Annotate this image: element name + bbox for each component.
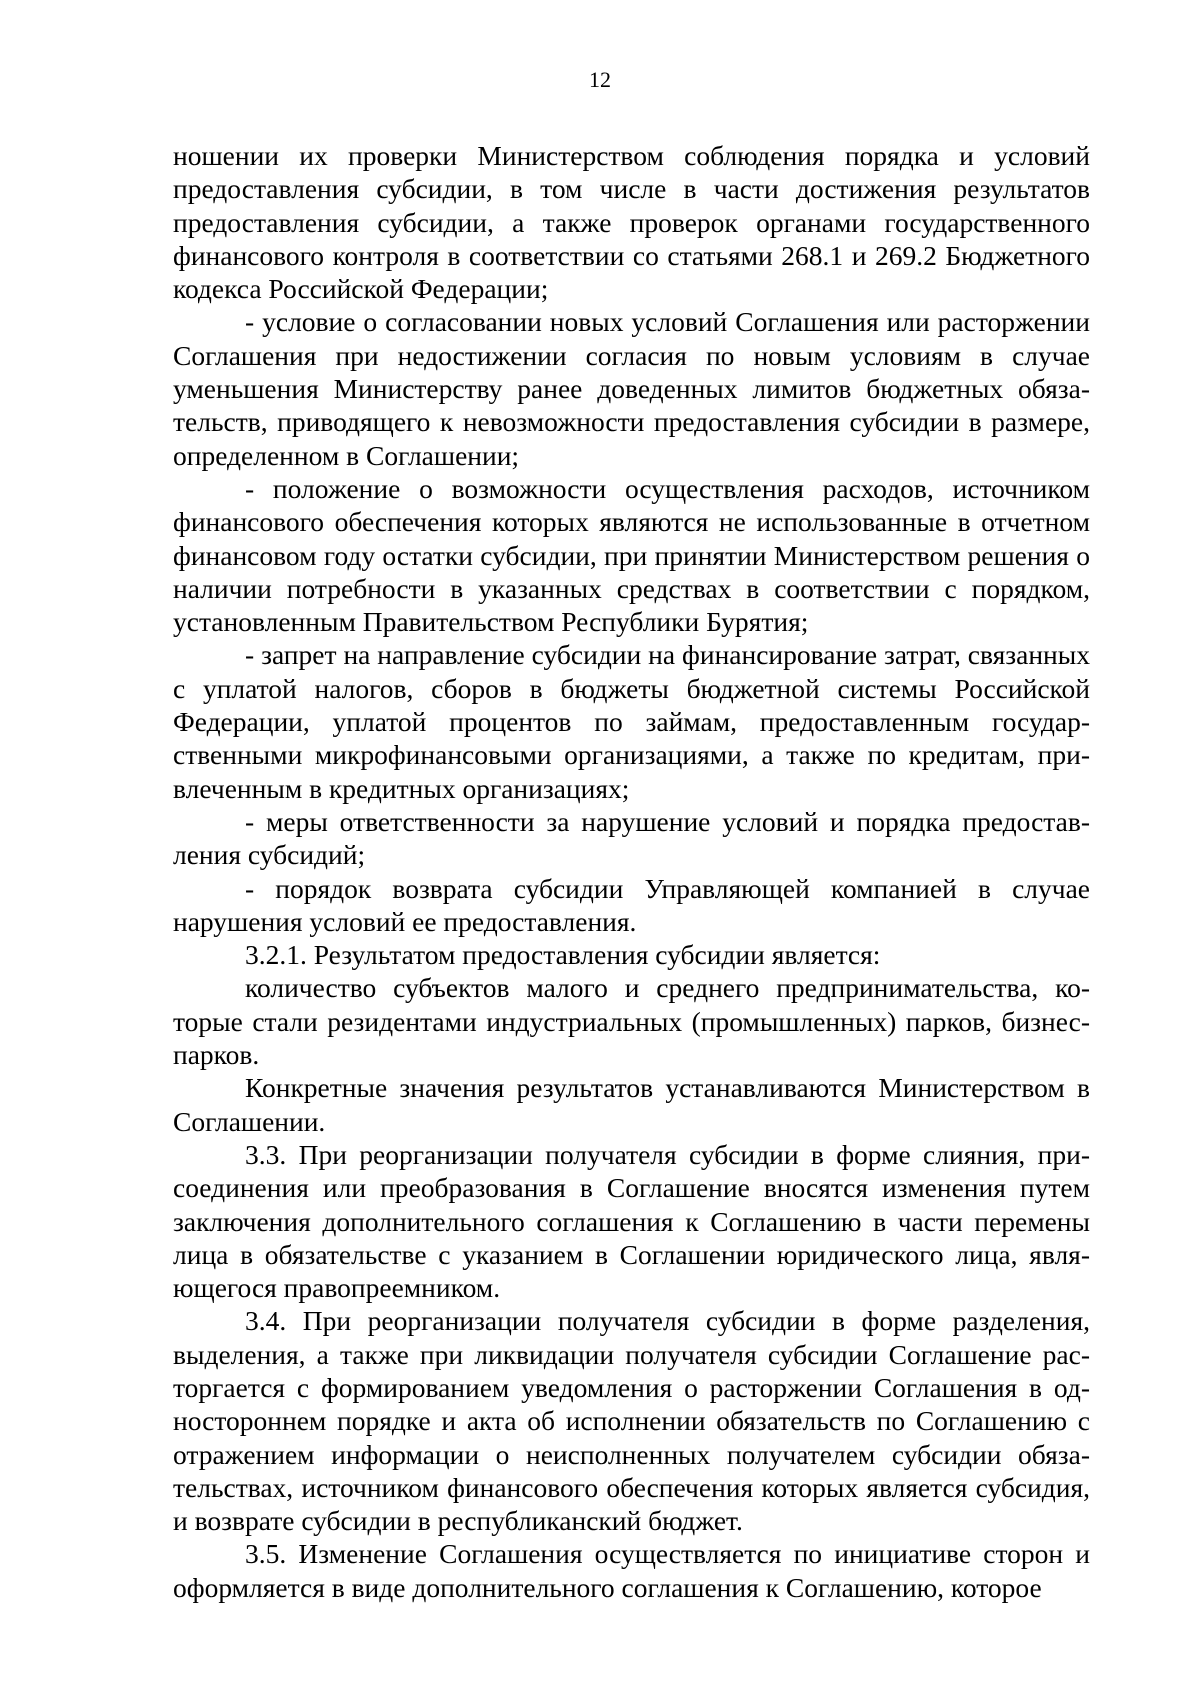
paragraph-section-3-5: 3.5. Изменение Соглашения осуществляется по инициативе сторон и оформляется в виде дополнительного соглашения к Соглашению, которое <box>173 1538 1090 1603</box>
page-number: 12 <box>589 67 611 92</box>
paragraph-refund-procedure: - порядок возврата субсидии Управляющей компанией в случае нарушения условий ее предоставления. <box>173 872 1090 937</box>
document-body <box>173 139 1090 1604</box>
paragraph-condition-agreement-change: - условие о согласовании новых условий Соглашения или расторжении Соглашения при недостижении согласия по новым условиям в случае уменьшения Министерству ранее доведенных лимитов бюджетных обязательств, приводящего к невозможности предоставления субсидии в размере, определенном в Соглашении; <box>173 306 1090 471</box>
paragraph-section-3-3: 3.3. При реорганизации получателя субсидии в форме слияния, присоединения или преобразования в Соглашение вносятся изменения путем заключения дополнительного соглашения к Соглашению в части перемены лица в обязательстве с указанием в Соглашении юридического лица, являющегося правопреемником. <box>173 1138 1090 1304</box>
paragraph-liability-measures: - меры ответственности за нарушение условий и порядка предоставления субсидий; <box>173 805 1090 871</box>
paragraph-section-3-4: 3.4. При реорганизации получателя субсидии в форме разделения, выделения, а также при ликвидации получателя субсидии Соглашение расторгается с формированием уведомления о расторжении Соглашения в одностороннем порядке и акта об исполнении обязательств по Соглашению с отражением информации о неисполненных получателем субсидии обязательствах, источником финансового обеспечения которых является субсидия, и возврате субсидии в республиканский бюджет. <box>173 1305 1090 1537</box>
paragraph-result-indicator: количество субъектов малого и среднего предпринимательства, которые стали резидентами индустриальных (промышленных) парков, бизнес-парков. <box>173 972 1090 1071</box>
paragraph-section-3-2-1: 3.2.1. Результатом предоставления субсидии является: <box>245 939 881 971</box>
paragraph-financing-ban: - запрет на направление субсидии на финансирование затрат, связанных с уплатой налогов, сборов в бюджеты бюджетной системы Российской Федерации, уплатой процентов по займам, предоставленным государственными микрофинансовыми организациями, а также по кредитам, привлеченным в кредитных организациях; <box>173 639 1090 804</box>
paragraph-specific-values: Конкретные значения результатов устанавливаются Министерством в Соглашении. <box>173 1072 1090 1137</box>
paragraph-expense-possibility: - положение о возможности осуществления расходов, источником финансового обеспечения которых являются не использованные в отчетном финансовом году остатки субсидии, при принятии Министерством решения о наличии потребности в указанных средствах в соответствии с порядком, установленным Правительством Республики Бурятия; <box>173 472 1090 638</box>
paragraph-continuation: ношении их проверки Министерством соблюдения порядка и условий предоставления субсидии, в том числе в части достижения результатов предоставления субсидии, а также проверок органами государственного финансового контроля в соответствии со статьями 268.1 и 269.2 Бюджетного кодекса Российской Федерации; <box>173 140 1090 305</box>
